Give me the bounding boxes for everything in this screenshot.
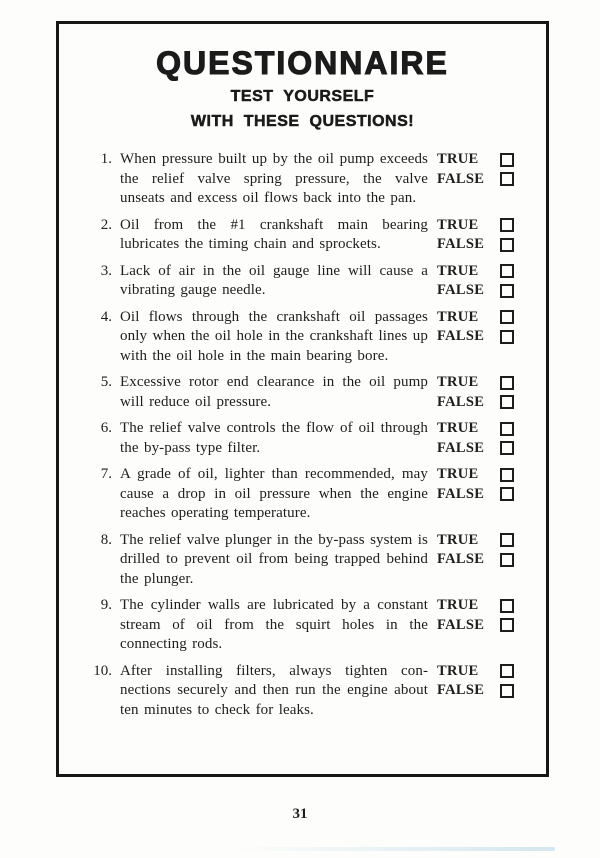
question-number: 7. <box>100 466 112 482</box>
question-text: After installing filters, always tighten connections securely and then run the engine about ten minutes to check for leaks. <box>120 662 428 718</box>
question-row-8 <box>59 531 546 590</box>
true-checkbox[interactable] <box>500 468 514 482</box>
true-label: TRUE <box>437 420 479 437</box>
question-row-9 <box>59 596 546 655</box>
page-title: QUESTIONNAIRE <box>156 45 449 81</box>
true-label: TRUE <box>437 531 479 548</box>
false-checkbox[interactable] <box>500 553 514 567</box>
answer-options <box>437 308 514 367</box>
false-label: FALSE <box>437 328 485 345</box>
false-checkbox[interactable] <box>500 172 514 186</box>
answer-options <box>437 419 514 458</box>
false-label: FALSE <box>437 616 485 633</box>
true-label: TRUE <box>437 216 479 233</box>
false-checkbox[interactable] <box>500 395 514 409</box>
scan-artifact <box>235 847 555 851</box>
true-option <box>437 262 514 282</box>
false-checkbox[interactable] <box>500 330 514 344</box>
question-row-4 <box>59 308 546 367</box>
question-number: 8. <box>100 531 112 548</box>
true-checkbox[interactable] <box>500 422 514 436</box>
question-text: A grade of oil, lighter than recommended, may cause a drop in oil pressure when the engine reaches operating temperature. <box>120 466 428 521</box>
true-checkbox[interactable] <box>500 664 514 678</box>
false-label: FALSE <box>437 282 485 299</box>
subtitle-with-these-questions: WITH THESE QUESTIONS! <box>190 113 415 130</box>
page-number: 31 <box>292 806 308 822</box>
answer-options <box>437 262 514 301</box>
answer-options <box>437 373 514 412</box>
question-number: 10. <box>93 662 112 679</box>
true-checkbox[interactable] <box>500 599 514 613</box>
false-label: FALSE <box>437 393 485 410</box>
question-text: The relief valve controls the flow of oil through the by-pass type filter. <box>120 420 428 456</box>
false-checkbox[interactable] <box>500 618 514 632</box>
true-label: TRUE <box>437 151 479 168</box>
true-checkbox[interactable] <box>500 264 514 278</box>
false-label: FALSE <box>437 236 485 253</box>
true-option <box>437 662 514 682</box>
question-text: Lack of air in the oil gauge line will cause a vibrating gauge needle. <box>120 262 428 298</box>
false-option <box>437 550 514 570</box>
true-option <box>437 419 514 439</box>
answer-options <box>437 596 514 655</box>
question-row-10 <box>59 662 546 721</box>
true-label: TRUE <box>437 374 479 391</box>
true-option <box>437 531 514 551</box>
question-number: 9. <box>100 597 112 613</box>
page-border <box>56 21 549 777</box>
true-checkbox[interactable] <box>500 218 514 232</box>
question-row-5 <box>59 373 546 412</box>
subtitle-test-yourself: TEST YOURSELF <box>230 88 375 105</box>
true-checkbox[interactable] <box>500 533 514 547</box>
question-row-1 <box>59 150 546 209</box>
answer-options <box>437 465 514 524</box>
true-option <box>437 373 514 393</box>
question-number: 1. <box>100 151 112 167</box>
true-label: TRUE <box>437 466 479 483</box>
false-label: FALSE <box>437 485 485 502</box>
false-option <box>437 616 514 636</box>
question-text: The relief valve plunger in the by-pass system is drilled to prevent oil from being trapped behind the plunger. <box>120 531 428 587</box>
question-row-6 <box>59 419 546 458</box>
true-option <box>437 596 514 616</box>
false-label: FALSE <box>437 170 485 187</box>
question-number: 5. <box>100 374 112 390</box>
false-label: FALSE <box>437 551 485 568</box>
question-row-2 <box>59 216 546 255</box>
false-checkbox[interactable] <box>500 284 514 298</box>
question-number: 4. <box>100 308 112 325</box>
true-label: TRUE <box>437 308 479 325</box>
question-number: 3. <box>100 262 112 279</box>
true-checkbox[interactable] <box>500 153 514 167</box>
question-text: Oil flows through the crankshaft oil passages only when the oil hole in the crankshaft lines up with the oil hole in the main bearing bore. <box>120 308 428 364</box>
false-checkbox[interactable] <box>500 441 514 455</box>
question-number: 6. <box>100 420 112 436</box>
true-option <box>437 308 514 328</box>
question-number: 2. <box>100 216 112 233</box>
answer-options <box>437 216 514 255</box>
false-option <box>437 235 514 255</box>
true-label: TRUE <box>437 662 479 679</box>
false-option <box>437 681 514 701</box>
question-list <box>59 150 546 720</box>
answer-options <box>437 531 514 590</box>
question-text: Excessive rotor end clearance in the oil pump will reduce oil pressure. <box>120 374 428 410</box>
question-row-7 <box>59 465 546 524</box>
question-row-3 <box>59 262 546 301</box>
false-option <box>437 327 514 347</box>
false-checkbox[interactable] <box>500 238 514 252</box>
true-option <box>437 150 514 170</box>
true-option <box>437 216 514 236</box>
true-label: TRUE <box>437 262 479 279</box>
question-text: When pressure built up by the oil pump exceeds the relief valve spring pressure, the valve unseats and excess oil flows back into the pan. <box>120 151 428 206</box>
question-text: The cylinder walls are lubricated by a constant stream of oil from the squirt holes in the connecting rods. <box>120 597 428 652</box>
false-option <box>437 281 514 301</box>
true-checkbox[interactable] <box>500 310 514 324</box>
true-label: TRUE <box>437 597 479 614</box>
false-label: FALSE <box>437 682 485 699</box>
answer-options <box>437 150 514 209</box>
answer-options <box>437 662 514 721</box>
false-checkbox[interactable] <box>500 487 514 501</box>
false-option <box>437 393 514 413</box>
true-option <box>437 465 514 485</box>
false-option <box>437 170 514 190</box>
false-label: FALSE <box>437 439 485 456</box>
false-option <box>437 485 514 505</box>
question-text: Oil from the #1 crankshaft main bearing lubricates the timing chain and sprockets. <box>120 216 428 252</box>
false-checkbox[interactable] <box>500 684 514 698</box>
true-checkbox[interactable] <box>500 376 514 390</box>
false-option <box>437 439 514 459</box>
